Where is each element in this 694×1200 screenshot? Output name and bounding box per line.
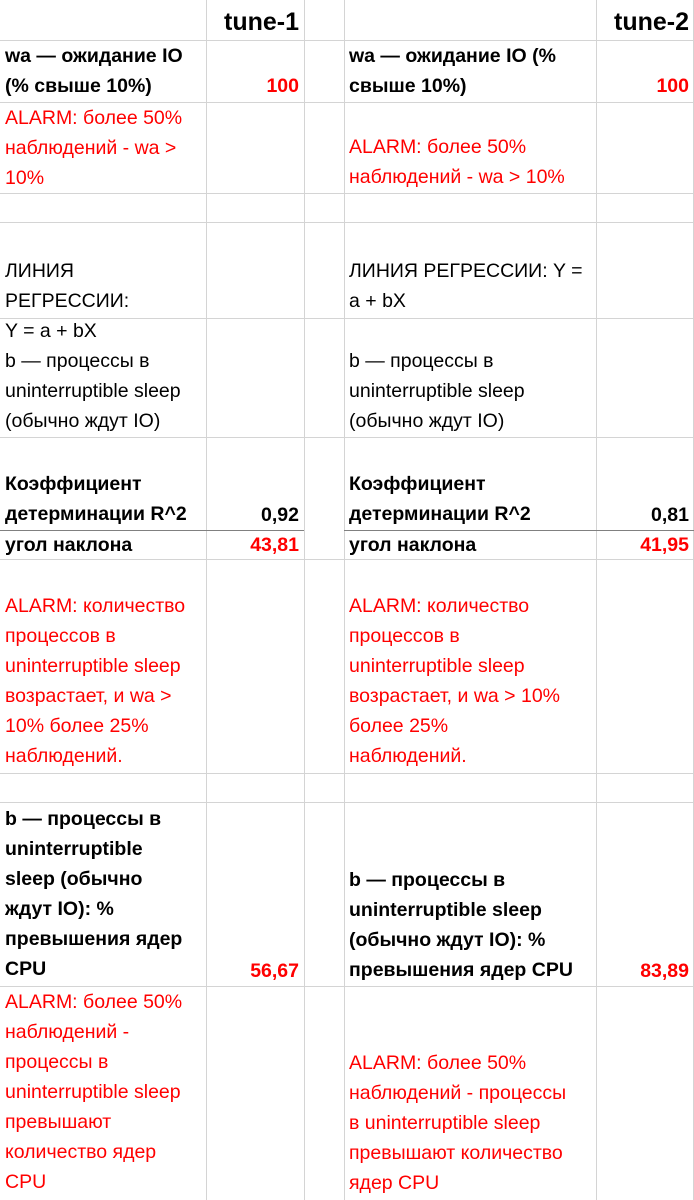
tune2-r2-value: 0,81	[651, 504, 689, 526]
grid-line	[206, 0, 207, 1200]
tune1-r2-value: 0,92	[261, 504, 299, 526]
tune2-wa-value: 100	[656, 75, 689, 97]
tune1-cpu-label: b — процессы в uninterruptible sleep (обычно ждут IO): % превышения ядер CPU	[5, 808, 183, 980]
tune2-wa-label: wa — ожидание IO (% свыше 10%)	[349, 45, 556, 97]
tune2-wa-alarm: ALARM: более 50% наблюдений - wa > 10%	[349, 136, 565, 188]
tune2-cpu-label: b — процессы в uninterruptible sleep (обычно ждут IO): % превышения ядер CPU	[349, 869, 573, 981]
tune2-b-description: b — процессы в uninterruptible sleep (обычно ждут IO)	[349, 350, 525, 432]
tune2-cpu-alarm: ALARM: более 50% наблюдений - процессы в uninterruptible sleep превышают количество ядер CPU	[349, 1052, 567, 1194]
tune1-wa-label: wa — ожидание IO (% свыше 10%)	[5, 45, 183, 97]
column-header-tune-2: tune-2	[614, 8, 689, 36]
tune1-wa-value: 100	[266, 75, 299, 97]
grid-line	[304, 0, 305, 1200]
tune1-slope-alarm: ALARM: количество процессов в uninterruptible sleep возрастает, и wa > 10% более 25% наблюдений.	[5, 595, 186, 767]
tune1-regression-line: ЛИНИЯ РЕГРЕССИИ: Y = a + bX	[5, 260, 130, 342]
grid-line	[0, 437, 694, 438]
tune2-slope-alarm: ALARM: количество процессов в uninterruptible sleep возрастает, и wa > 10% более 25% наблюдений.	[349, 595, 560, 767]
tune2-regression-line: ЛИНИЯ РЕГРЕССИИ: Y = a + bX	[349, 260, 583, 312]
grid-line	[0, 318, 694, 319]
tune1-slope-value: 43,81	[250, 534, 299, 556]
grid-line	[0, 773, 694, 774]
tune2-r2-label: Коэффициент детерминации R^2	[349, 473, 531, 525]
column-header-tune-1: tune-1	[224, 8, 299, 36]
grid-line	[0, 193, 694, 194]
tune1-cpu-value: 56,67	[250, 960, 299, 982]
grid-line	[0, 802, 694, 803]
grid-line	[596, 0, 597, 1200]
grid-line	[0, 222, 694, 223]
tune1-r2-label: Коэффициент детерминации R^2	[5, 473, 187, 525]
tune1-wa-alarm: ALARM: более 50% наблюдений - wa > 10%	[5, 107, 183, 189]
tune2-slope-label: угол наклона	[349, 534, 477, 556]
tune1-cpu-alarm: ALARM: более 50% наблюдений - процессы в uninterruptible sleep превышают количество ядер CPU	[5, 991, 183, 1193]
tune2-slope-value: 41,95	[640, 534, 689, 556]
tune2-cpu-value: 83,89	[640, 960, 689, 982]
tune1-slope-label: угол наклона	[5, 534, 133, 556]
tune1-b-description: b — процессы в uninterruptible sleep (обычно ждут IO)	[5, 350, 181, 432]
grid-line	[0, 559, 694, 560]
